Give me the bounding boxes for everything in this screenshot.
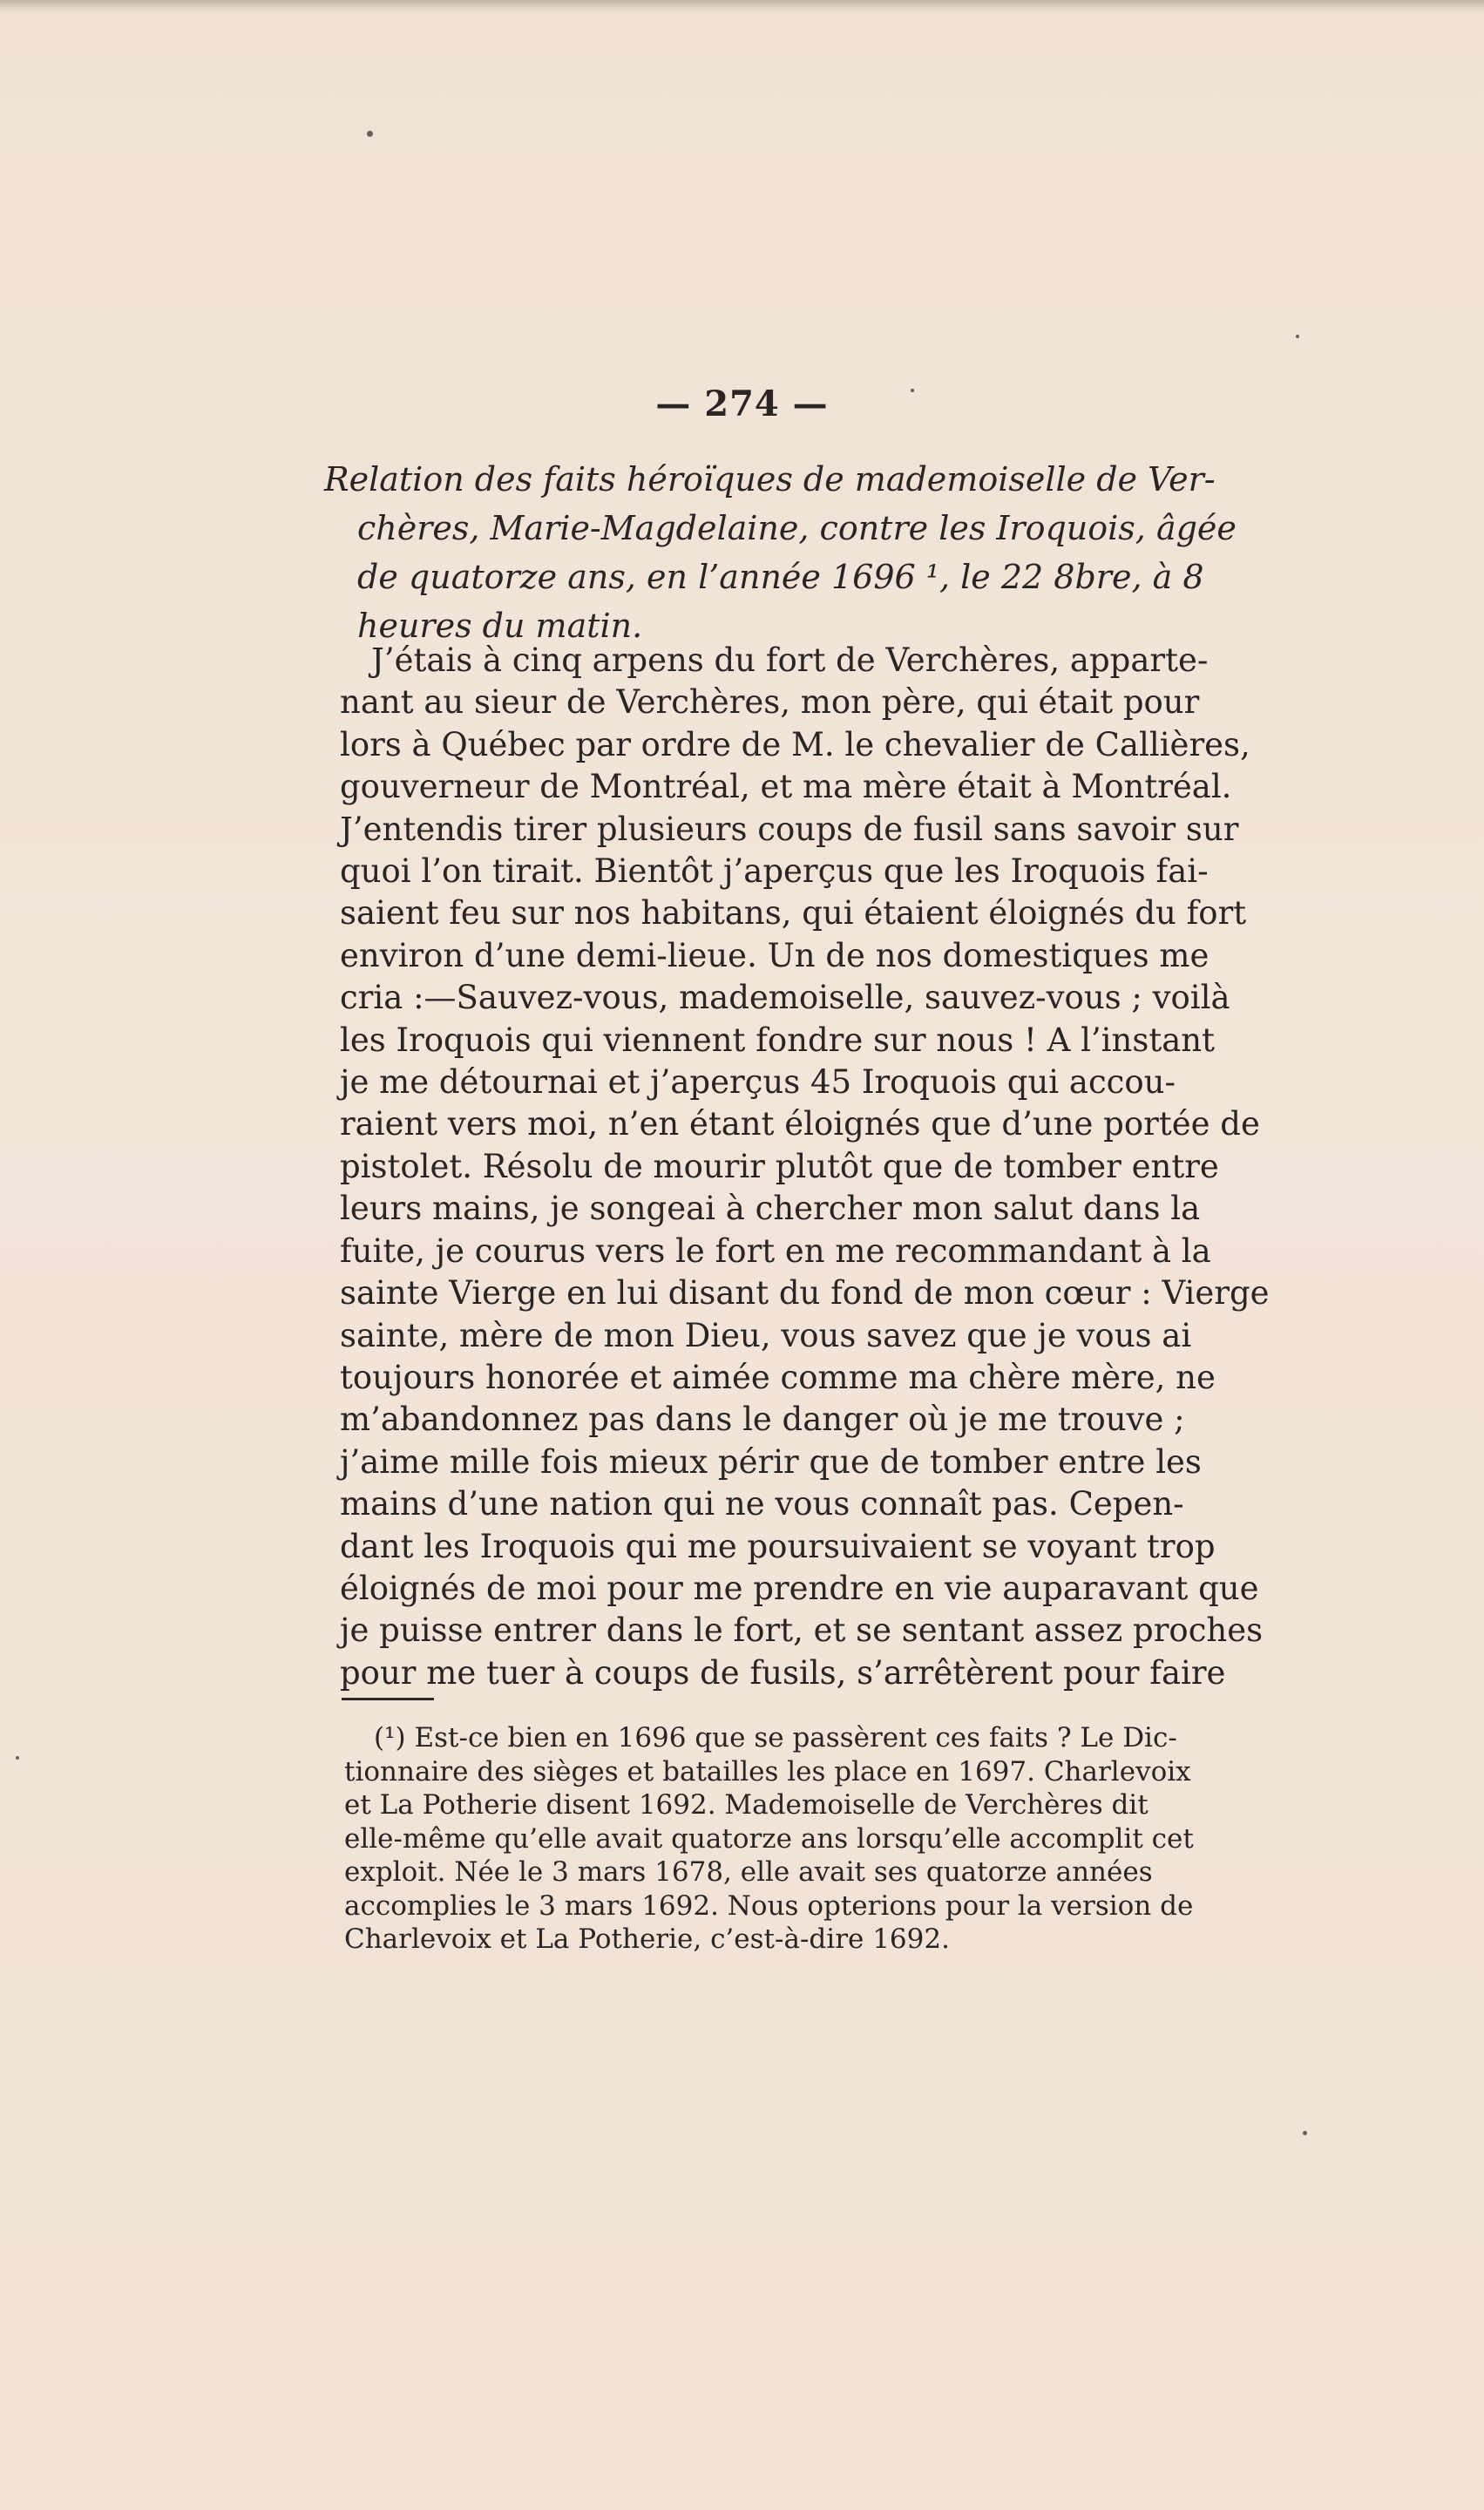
text-line: gouverneur de Montréal, et ma mère était à Montréal. bbox=[340, 768, 1232, 806]
heading-line: de quatorze ans, en l’année 1696 ¹, le 22 8bre, à 8 bbox=[357, 558, 1204, 596]
heading-line: Relation des faits héroïques de mademoiselle de Ver- bbox=[324, 460, 1216, 499]
text-line: les Iroquois qui viennent fondre sur nous ! A l’instant bbox=[340, 1021, 1215, 1059]
text-line: mains d’une nation qui ne vous connaît pas. Cepen- bbox=[340, 1485, 1184, 1523]
text-line: je puisse entrer dans le fort, et se sentant assez proches bbox=[340, 1611, 1264, 1650]
text-line: cria :—Sauvez-vous, mademoiselle, sauvez-vous ; voilà bbox=[340, 979, 1230, 1017]
text-line: sainte Vierge en lui disant du fond de mon cœur : Vierge bbox=[340, 1274, 1270, 1313]
text-line: j’aime mille fois mieux périr que de tomber entre les bbox=[340, 1442, 1202, 1481]
footnote-line: Charlevoix et La Potherie, c’est-à-dire 1692. bbox=[344, 1923, 950, 1955]
body-paragraph bbox=[340, 640, 1270, 1694]
text-line: quoi l’on tirait. Bientôt j’aperçus que les Iroquois fai- bbox=[340, 852, 1209, 891]
text-line: leurs mains, je songeai à chercher mon salut dans la bbox=[340, 1190, 1201, 1228]
text-line: toujours honorée et aimée comme ma chère mère, ne bbox=[340, 1358, 1216, 1396]
text-line: je me détournai et j’aperçus 45 Iroquois qui accou- bbox=[340, 1063, 1176, 1102]
text-line: raient vers moi, n’en étant éloignés que d’une portée de bbox=[340, 1105, 1260, 1143]
text-line: J’entendis tirer plusieurs coups de fusil sans savoir sur bbox=[340, 810, 1239, 848]
text-line: dant les Iroquois qui me poursuivaient se voyant trop bbox=[340, 1527, 1216, 1565]
heading-line: heures du matin. bbox=[357, 607, 643, 645]
footnote-line: et La Potherie disent 1692. Mademoiselle de Verchères dit bbox=[344, 1789, 1149, 1821]
paper-speck bbox=[1296, 335, 1299, 338]
paper-speck bbox=[1303, 2131, 1307, 2135]
footnote-divider bbox=[342, 1698, 434, 1700]
page-number: — 274 — bbox=[655, 383, 829, 424]
footnote-line: tionnaire des sièges et batailles les place en 1697. Charlevoix bbox=[344, 1755, 1191, 1788]
paper-speck bbox=[367, 131, 373, 137]
footnote bbox=[344, 1721, 1224, 1957]
footnote-line: accomplies le 3 mars 1692. Nous opterions pour la version de bbox=[344, 1889, 1194, 1922]
text-line: m’abandonnez pas dans le danger où je me trouve ; bbox=[340, 1401, 1185, 1439]
text-line: nant au sieur de Verchères, mon père, qui était pour bbox=[340, 683, 1200, 722]
text-line: lors à Québec par ordre de M. le chevalier de Callières, bbox=[340, 725, 1250, 763]
section-heading bbox=[324, 455, 1237, 650]
page-top-edge bbox=[0, 0, 1484, 12]
text-line: pistolet. Résolu de mourir plutôt que de tomber entre bbox=[340, 1147, 1219, 1185]
text-line: saient feu sur nos habitans, qui étaient éloignés du fort bbox=[340, 894, 1247, 933]
text-line: J’étais à cinq arpens du fort de Verchères, apparte- bbox=[371, 641, 1209, 679]
footnote-line: elle-même qu’elle avait quatorze ans lorsqu’elle accomplit cet bbox=[344, 1822, 1194, 1855]
paper-speck bbox=[16, 1756, 19, 1760]
text-line: fuite, je courus vers le fort en me recommandant à la bbox=[340, 1231, 1211, 1270]
text-line: environ d’une demi-lieue. Un de nos domestiques me bbox=[340, 936, 1210, 974]
text-line: éloignés de moi pour me prendre en vie auparavant que bbox=[340, 1569, 1259, 1607]
footnote-line: exploit. Née le 3 mars 1678, elle avait ses quatorze années bbox=[344, 1856, 1153, 1888]
text-line: pour me tuer à coups de fusils, s’arrêtèrent pour faire bbox=[340, 1653, 1226, 1692]
text-line: sainte, mère de mon Dieu, vous savez que je vous ai bbox=[340, 1316, 1192, 1354]
footnote-line: (¹) Est-ce bien en 1696 que se passèrent ces faits ? Le Dic- bbox=[374, 1722, 1177, 1754]
heading-line: chères, Marie-Magdelaine, contre les Iroquois, âgée bbox=[357, 509, 1237, 547]
